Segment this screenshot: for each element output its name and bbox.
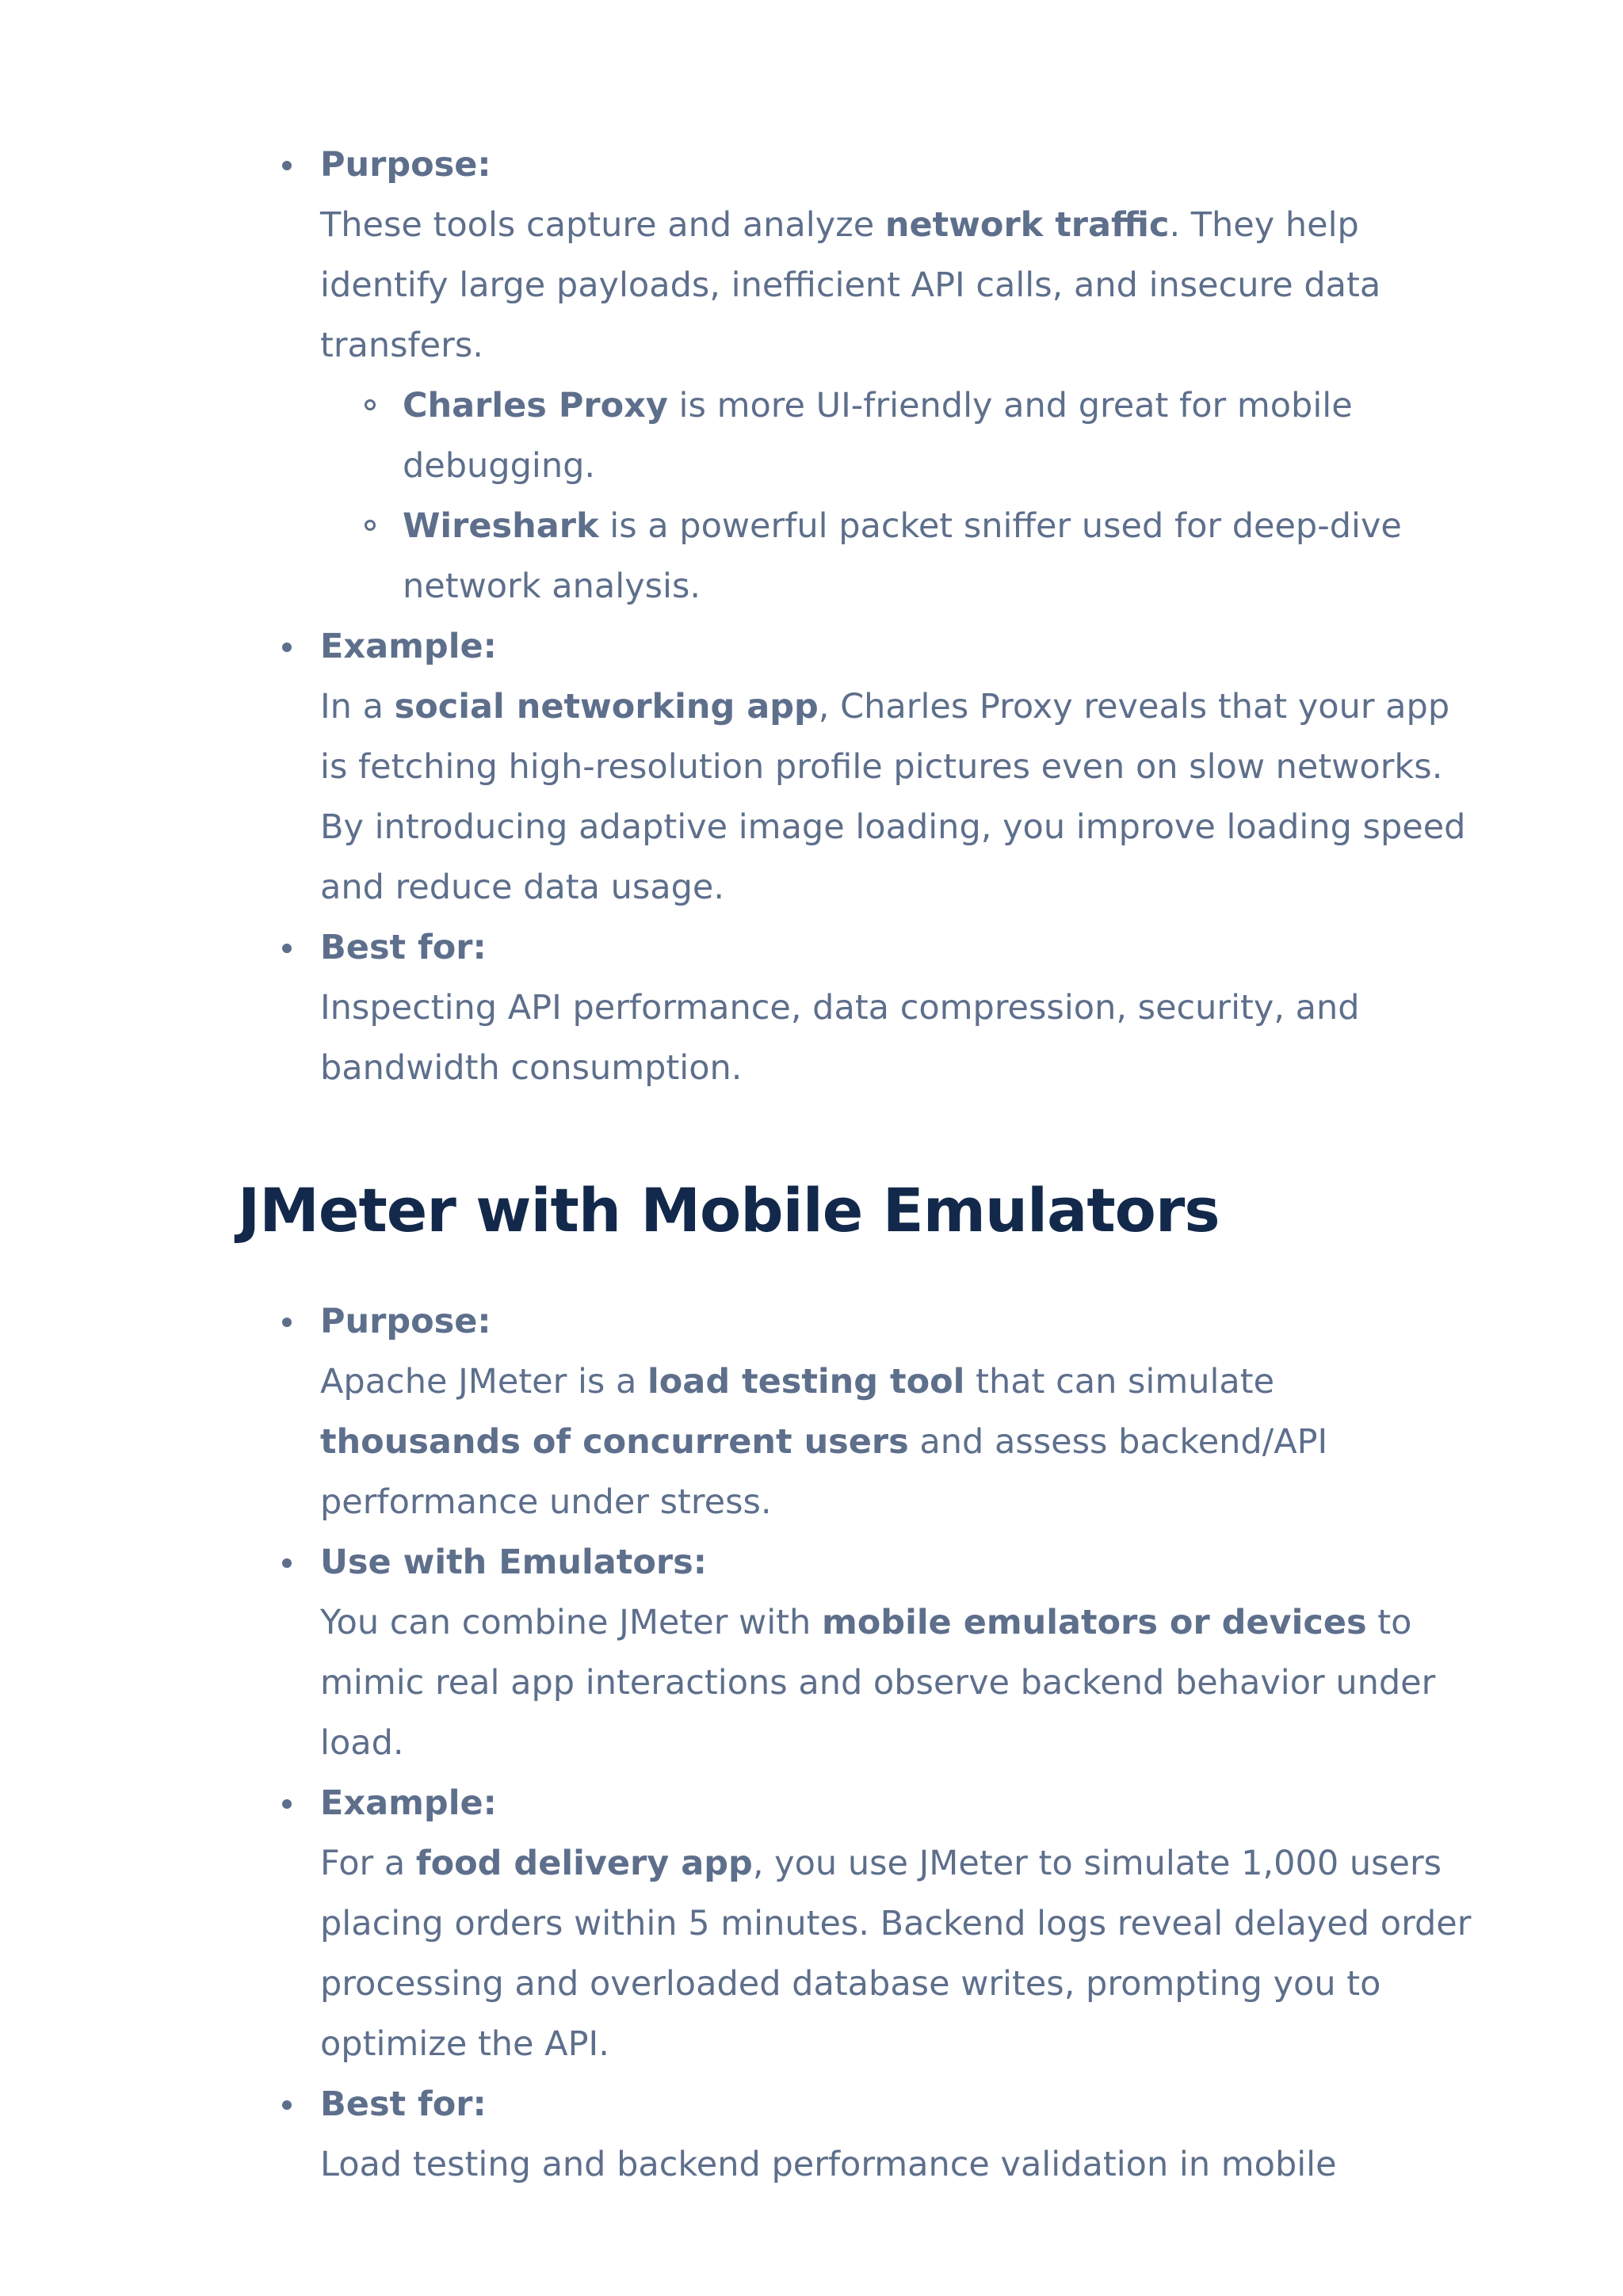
list-item-best-for bbox=[238, 2074, 1474, 2195]
text-run: These tools capture and analyze bbox=[320, 205, 885, 245]
tool-sub-list bbox=[238, 376, 1474, 616]
list-item-use-with-emulators bbox=[238, 1532, 1474, 1773]
bullet-icon bbox=[282, 1558, 292, 1568]
text-run: is more UI-friendly and great for mobile debugging. bbox=[403, 386, 1353, 486]
bullet-icon bbox=[282, 1799, 292, 1809]
list-item-purpose bbox=[238, 1291, 1474, 1532]
text-run: Apache JMeter is a bbox=[320, 1362, 648, 1402]
text-run: . They help identify large payloads, inefficient API calls, and insecure data transfers. bbox=[320, 205, 1381, 365]
bold-term: thousands of concurrent users bbox=[320, 1422, 909, 1462]
network-tools-section bbox=[238, 135, 1474, 1098]
text-run: For a bbox=[320, 1844, 416, 1883]
bold-term: Charles Proxy bbox=[403, 386, 668, 425]
list-item-purpose bbox=[238, 135, 1474, 616]
section-heading: JMeter with Mobile Emulators bbox=[238, 1175, 1220, 1245]
text-run: to mimic real app interactions and observe backend behavior under load. bbox=[320, 1603, 1436, 1763]
bullet-icon bbox=[282, 944, 292, 953]
text-run: In a bbox=[320, 687, 395, 727]
network-tools-list bbox=[238, 135, 1474, 1098]
sub-item-wireshark bbox=[238, 496, 1474, 616]
bold-term: network traffic bbox=[884, 205, 1170, 245]
text-run: , you use JMeter to simulate 1,000 users placing orders within 5 minutes. Backend logs reveal delayed order processing and overloaded database writes, prompting you to optimize the API. bbox=[320, 1844, 1472, 2064]
item-label: Purpose: bbox=[320, 1302, 491, 1341]
jmeter-list bbox=[238, 1291, 1474, 2195]
item-description bbox=[320, 1833, 1474, 2074]
item-label: Use with Emulators: bbox=[320, 1543, 707, 1582]
text-run: and assess backend/API performance under stress. bbox=[320, 1422, 1328, 1522]
item-description bbox=[320, 677, 1474, 917]
text-run: that can simulate bbox=[964, 1362, 1275, 1402]
bold-term: food delivery app bbox=[415, 1844, 753, 1883]
bullet-icon bbox=[282, 1318, 292, 1327]
bold-term: load testing tool bbox=[647, 1362, 965, 1402]
bold-term: social networking app bbox=[394, 687, 819, 727]
text-run: , Charles Proxy reveals that your app is fetching high-resolution profile pictures even on slow networks. By introducing adaptive image loading, you improve loading speed and reduce data usage. bbox=[320, 687, 1466, 907]
item-label: Example: bbox=[320, 627, 497, 666]
item-label: Best for: bbox=[320, 2084, 487, 2124]
item-description bbox=[320, 195, 1474, 376]
text-run: You can combine JMeter with bbox=[320, 1603, 822, 1642]
list-item-example bbox=[238, 616, 1474, 917]
bullet-icon bbox=[282, 161, 292, 170]
item-description bbox=[320, 1352, 1474, 1532]
item-description: Load testing and backend performance validation in mobile bbox=[320, 2145, 1337, 2184]
sub-item-charles-proxy bbox=[238, 376, 1474, 496]
item-label: Best for: bbox=[320, 928, 487, 967]
text-run: is a powerful packet sniffer used for deep-dive network analysis. bbox=[403, 506, 1402, 606]
bold-term: Wireshark bbox=[403, 506, 599, 546]
sub-list-wrapper bbox=[238, 376, 1474, 616]
list-item-example bbox=[238, 1773, 1474, 2074]
item-label: Example: bbox=[320, 1783, 497, 1823]
circle-bullet-icon bbox=[365, 520, 376, 531]
list-item-best-for bbox=[238, 917, 1474, 1098]
item-description: Inspecting API performance, data compression, security, and bandwidth consumption. bbox=[320, 988, 1360, 1088]
circle-bullet-icon bbox=[365, 399, 376, 410]
bullet-icon bbox=[282, 643, 292, 652]
jmeter-section bbox=[238, 1291, 1474, 2195]
bold-term: mobile emulators or devices bbox=[821, 1603, 1367, 1642]
bullet-icon bbox=[282, 2100, 292, 2110]
item-label: Purpose: bbox=[320, 145, 491, 185]
item-description bbox=[320, 1592, 1474, 1773]
